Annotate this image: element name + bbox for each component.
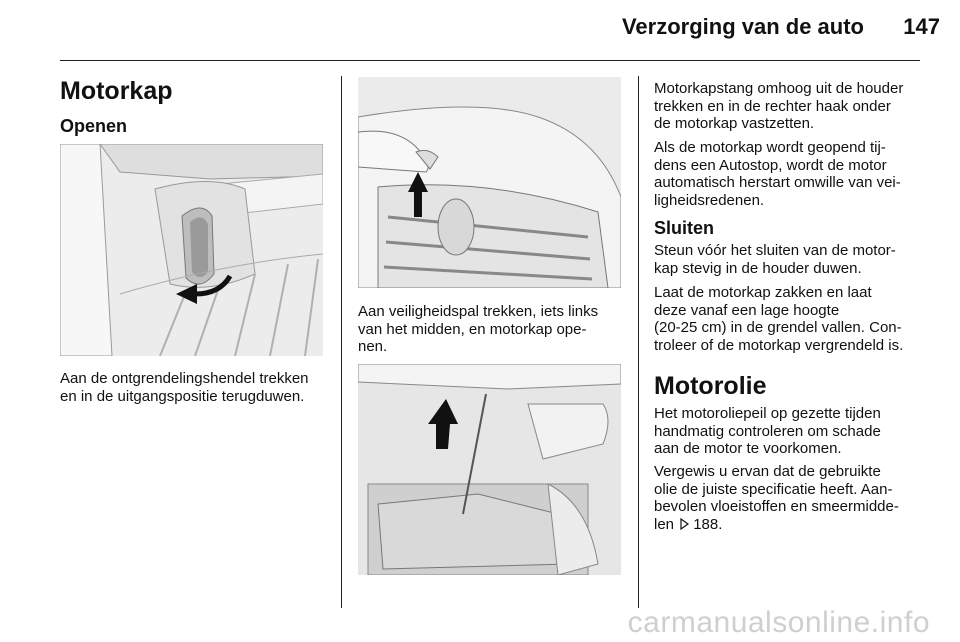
header-divider <box>60 60 920 61</box>
page-reference-link[interactable]: 188. <box>693 515 723 533</box>
column-divider <box>638 76 639 608</box>
page-reference-arrow-icon <box>678 517 690 529</box>
caption-safety-catch: Aan veiligheidspal trekken, iets links van het midden, en motorkap ope- nen. <box>358 303 599 355</box>
running-header-title: Verzorging van de auto <box>621 14 864 39</box>
section-heading-motorkap: Motorkap <box>60 77 173 105</box>
paragraph-oil-spec-text: Vergewis u ervan dat de gebruikte olie de juiste specificatie heeft. Aan- bevolen vloeistoffen en smeermidde- len <box>654 463 899 533</box>
column-divider <box>341 76 342 608</box>
figure-safety-catch <box>358 77 621 288</box>
caption-release-lever: Aan de ontgrendelingshendel trekken en in de uitgangspositie terugduwen. <box>60 370 309 405</box>
paragraph-sluiten-support: Steun vóór het sluiten van de motor- kap stevig in de houder duwen. <box>654 242 896 277</box>
paragraph-sluiten-lower: Laat de motorkap zakken en laat deze vanaf een lage hoogte (20-25 cm) in de grendel vallen. Con- troleer of de motorkap vergrendeld is. <box>654 284 904 354</box>
subheading-openen: Openen <box>60 116 128 136</box>
page-number: 147 <box>903 14 940 39</box>
watermark: carmanualsonline.info <box>627 606 930 639</box>
section-heading-motorolie: Motorolie <box>654 372 767 400</box>
figure-release-lever <box>60 144 323 356</box>
subheading-sluiten: Sluiten <box>654 218 715 238</box>
paragraph-oil-level: Het motoroliepeil op gezette tijden handmatig controleren om schade aan de motor te voorkomen. <box>654 405 881 457</box>
figure-hood-prop-rod <box>358 364 621 575</box>
paragraph-prop-rod: Motorkapstang omhoog uit de houder trekken en in de rechter haak onder de motorkap vastzetten. <box>654 80 904 132</box>
paragraph-oil-spec <box>654 463 944 533</box>
paragraph-autostop: Als de motorkap wordt geopend tij- dens een Autostop, wordt de motor automatisch herstart omwille van vei- ligheidsredenen. <box>654 139 901 209</box>
